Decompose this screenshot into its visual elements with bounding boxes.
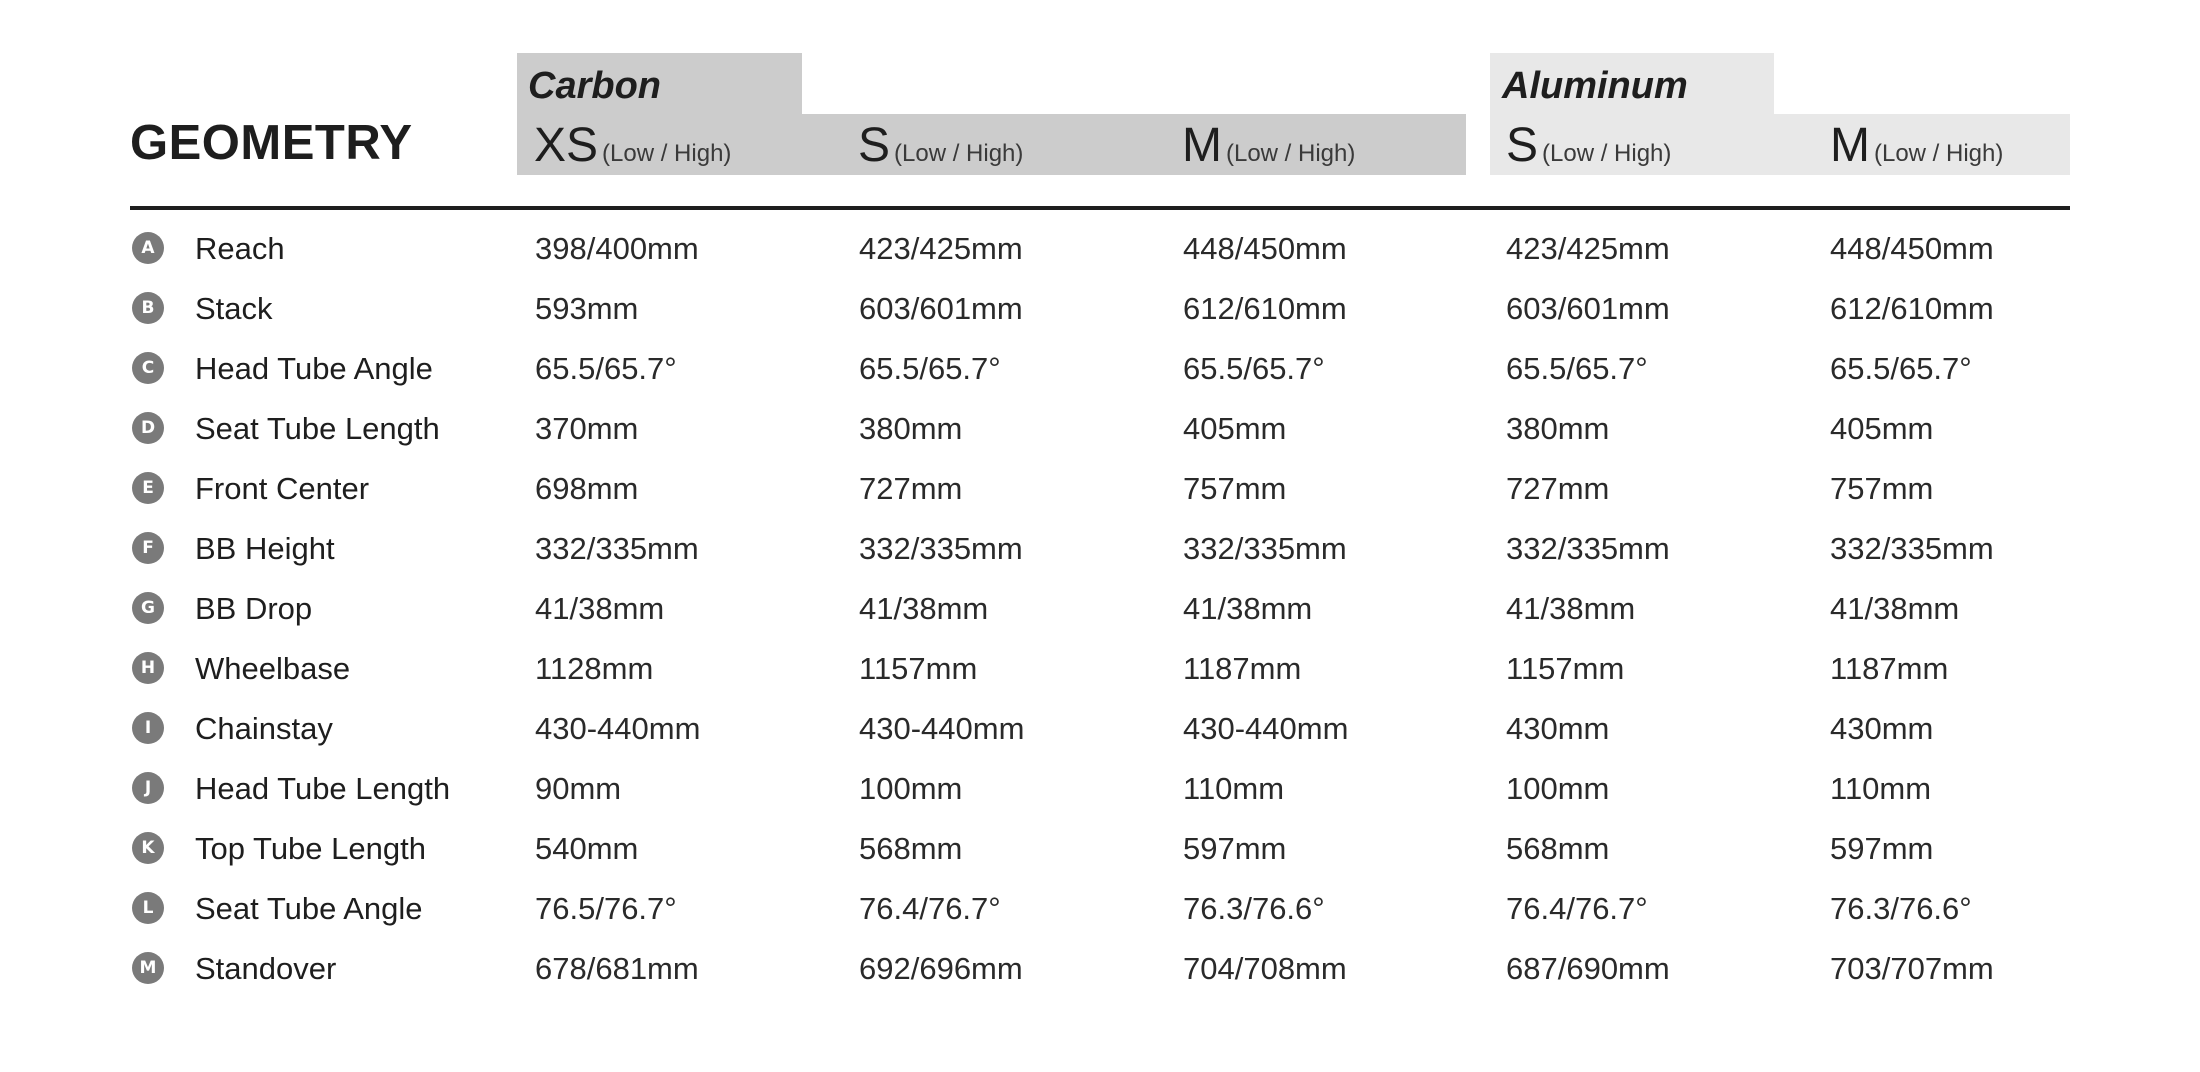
letter-badge: H: [132, 652, 164, 684]
header-divider: [130, 206, 2070, 210]
table-cell: 1157mm: [1506, 651, 1625, 686]
table-row-head-tube-angle: [0, 340, 2200, 400]
table-cell: 692/696mm: [859, 951, 1023, 986]
table-cell: 90mm: [535, 771, 622, 806]
table-cell: 698mm: [535, 471, 639, 506]
letter-badge: A: [132, 232, 164, 264]
size-sublabel: (Low / High): [1542, 140, 1672, 167]
letter-badge: B: [132, 292, 164, 324]
table-cell: 65.5/65.7°: [1183, 351, 1325, 386]
table-cell: 568mm: [1506, 831, 1610, 866]
table-cell: 593mm: [535, 291, 639, 326]
row-label: BB Height: [195, 531, 335, 566]
page-title: GEOMETRY: [130, 116, 413, 170]
table-cell: 41/38mm: [1506, 591, 1636, 626]
table-cell: 110mm: [1830, 771, 1932, 806]
table-cell: 448/450mm: [1183, 231, 1347, 266]
table-row-seat-tube-angle: [0, 880, 2200, 940]
table-cell: 1157mm: [859, 651, 978, 686]
table-cell: 703/707mm: [1830, 951, 1994, 986]
row-label: Chainstay: [195, 711, 333, 746]
table-cell: 612/610mm: [1183, 291, 1347, 326]
row-label: Reach: [195, 231, 285, 266]
table-cell: 1187mm: [1183, 651, 1302, 686]
table-cell: 687/690mm: [1506, 951, 1670, 986]
row-label: Head Tube Length: [195, 771, 451, 806]
row-label: Head Tube Angle: [195, 351, 433, 386]
row-label: Stack: [195, 291, 273, 326]
letter-badge: M: [132, 952, 164, 984]
size-label: S: [1506, 119, 1539, 172]
table-cell: 540mm: [535, 831, 639, 866]
table-cell: 678/681mm: [535, 951, 699, 986]
table-cell: 398/400mm: [535, 231, 699, 266]
size-sublabel: (Low / High): [1873, 140, 2004, 167]
table-cell: 597mm: [1183, 831, 1287, 866]
table-cell: 757mm: [1830, 471, 1934, 506]
table-cell: 100mm: [1506, 771, 1610, 806]
table-row-head-tube-length: [0, 760, 2200, 820]
row-label: BB Drop: [195, 591, 313, 626]
table-row-top-tube-length: [0, 820, 2200, 880]
table-cell: 603/601mm: [859, 291, 1023, 326]
carbon-group-label: Carbon: [528, 65, 661, 107]
table-cell: 380mm: [1506, 411, 1610, 446]
table-cell: 65.5/65.7°: [1830, 351, 1972, 386]
table-cell: 332/335mm: [535, 531, 699, 566]
table-row-standover: [0, 940, 2200, 1000]
table-row-stack: [0, 280, 2200, 340]
table-row-chainstay: [0, 700, 2200, 760]
table-cell: 423/425mm: [859, 231, 1023, 266]
table-cell: 380mm: [859, 411, 963, 446]
row-label: Seat Tube Angle: [195, 891, 423, 926]
table-cell: 430-440mm: [1183, 711, 1349, 746]
table-cell: 65.5/65.7°: [535, 351, 677, 386]
table-cell: 76.3/76.6°: [1830, 891, 1972, 926]
table-cell: 370mm: [535, 411, 639, 446]
letter-badge: L: [132, 892, 164, 924]
column-header-carbon-xs: [534, 119, 732, 172]
row-label: Top Tube Length: [195, 831, 426, 866]
table-row-wheelbase: [0, 640, 2200, 700]
table-cell: 100mm: [859, 771, 963, 806]
table-cell: 568mm: [859, 831, 963, 866]
table-cell: 332/335mm: [1183, 531, 1347, 566]
table-row-reach: [0, 220, 2200, 280]
table-cell: 76.4/76.7°: [859, 891, 1001, 926]
size-sublabel: (Low / High): [1225, 140, 1356, 167]
table-cell: 76.3/76.6°: [1183, 891, 1325, 926]
letter-badge: E: [132, 472, 164, 504]
table-cell: 757mm: [1183, 471, 1287, 506]
table-cell: 1187mm: [1830, 651, 1949, 686]
table-cell: 612/610mm: [1830, 291, 1994, 326]
table-row-bb-height: [0, 520, 2200, 580]
table-cell: 76.5/76.7°: [535, 891, 677, 926]
table-cell: 597mm: [1830, 831, 1934, 866]
table-cell: 332/335mm: [1506, 531, 1670, 566]
table-cell: 405mm: [1183, 411, 1287, 446]
size-sublabel: (Low / High): [894, 140, 1024, 167]
table-cell: 41/38mm: [535, 591, 665, 626]
letter-badge: C: [132, 352, 164, 384]
table-cell: 430mm: [1506, 711, 1610, 746]
aluminum-group-label: Aluminum: [1502, 65, 1688, 107]
table-row-bb-drop: [0, 580, 2200, 640]
table-cell: 1128mm: [535, 651, 654, 686]
table-cell: 727mm: [1506, 471, 1610, 506]
letter-badge: K: [132, 832, 164, 864]
letter-badge: J: [132, 772, 164, 804]
table-cell: 423/425mm: [1506, 231, 1670, 266]
size-label: M: [1830, 119, 1870, 172]
table-cell: 430mm: [1830, 711, 1934, 746]
letter-badge: I: [132, 712, 164, 744]
column-header-carbon-s: [858, 119, 1024, 172]
size-label: XS: [534, 119, 599, 172]
column-header-aluminum-s: [1506, 119, 1672, 172]
table-cell: 41/38mm: [1830, 591, 1960, 626]
table-cell: 65.5/65.7°: [1506, 351, 1648, 386]
letter-badge: F: [132, 532, 164, 564]
table-cell: 430-440mm: [535, 711, 701, 746]
table-cell: 430-440mm: [859, 711, 1025, 746]
table-cell: 332/335mm: [859, 531, 1023, 566]
table-cell: 110mm: [1183, 771, 1285, 806]
table-cell: 603/601mm: [1506, 291, 1670, 326]
table-cell: 76.4/76.7°: [1506, 891, 1648, 926]
size-label: S: [858, 119, 891, 172]
table-row-front-center: [0, 460, 2200, 520]
letter-badge: D: [132, 412, 164, 444]
table-row-seat-tube-length: [0, 400, 2200, 460]
table-cell: 41/38mm: [1183, 591, 1313, 626]
row-label: Seat Tube Length: [195, 411, 440, 446]
table-cell: 704/708mm: [1183, 951, 1347, 986]
table-cell: 727mm: [859, 471, 963, 506]
table-cell: 405mm: [1830, 411, 1934, 446]
table-cell: 41/38mm: [859, 591, 989, 626]
row-label: Wheelbase: [195, 651, 351, 686]
table-cell: 332/335mm: [1830, 531, 1994, 566]
column-header-carbon-m: [1182, 119, 1356, 172]
table-cell: 65.5/65.7°: [859, 351, 1001, 386]
row-label: Standover: [195, 951, 337, 986]
table-cell: 448/450mm: [1830, 231, 1994, 266]
size-label: M: [1182, 119, 1222, 172]
row-label: Front Center: [195, 471, 370, 506]
column-header-aluminum-m: [1830, 119, 2004, 172]
letter-badge: G: [132, 592, 164, 624]
size-sublabel: (Low / High): [602, 140, 732, 167]
